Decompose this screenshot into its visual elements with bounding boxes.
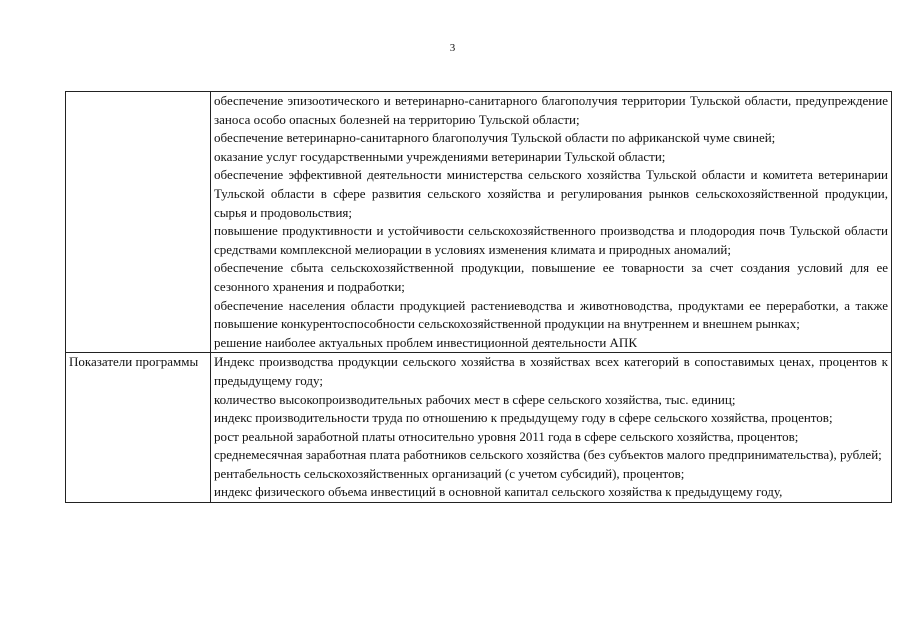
row-label-cell — [66, 92, 211, 353]
table-row-goals — [66, 92, 892, 353]
list-item: обеспечение эффективной деятельности министерства сельского хозяйства Тульской области и комитета ветеринарии Тульской области в сфере развития сельского хозяйства и регулирования рынков сельскохозяйственной продукции, сырья и продовольствия; — [214, 167, 888, 220]
list-item: обеспечение сбыта сельскохозяйственной продукции, повышение ее товарности за счет создания условий для ее сезонного хранения и подработки; — [214, 260, 888, 294]
list-item: повышение продуктивности и устойчивости сельскохозяйственного производства и плодородия почв Тульской области средствами комплексной мелиорации в условиях изменения климата и природных аномалий; — [214, 223, 888, 257]
list-item: оказание услуг государственными учреждениями ветеринарии Тульской области; — [214, 148, 666, 164]
row-content-cell — [211, 353, 892, 503]
list-item: обеспечение населения области продукцией растениеводства и животноводства, продуктами ее переработки, а также повышение конкурентоспособности сельскохозяйственной продукции на внутреннем и внешнем рынках; — [214, 297, 888, 332]
list-item: рентабельность сельскохозяйственных организаций (с учетом субсидий), процентов; — [214, 465, 685, 481]
list-item: количество высокопроизводительных рабочих мест в сфере сельского хозяйства, тыс. единиц; — [214, 391, 736, 407]
list-item: Индекс производства продукции сельского хозяйства в хозяйствах всех категорий в сопоставимых ценах, процентов к предыдущему году; — [214, 354, 888, 388]
list-item: обеспечение ветеринарно-санитарного благополучия Тульской области по африканской чуме свиней; — [214, 130, 776, 146]
list-item: рост реальной заработной платы относительно уровня 2011 года в сфере сельского хозяйства, процентов; — [214, 428, 799, 444]
list-item: среднемесячная заработная плата работников сельского хозяйства (без субъектов малого предпринимательства), рублей; — [214, 447, 882, 463]
list-item: обеспечение эпизоотического и ветеринарно-санитарного благополучия территории Тульской области, предупреждение заноса особо опасных болезней на территорию Тульской области; — [214, 93, 888, 127]
list-item: решение наиболее актуальных проблем инвестиционной деятельности АПК — [214, 334, 637, 350]
table-row-indicators — [66, 353, 892, 503]
row-label-cell: Показатели программы — [66, 353, 211, 503]
program-table — [65, 91, 892, 503]
row-content-cell — [211, 92, 892, 353]
list-item: индекс физического объема инвестиций в основной капитал сельского хозяйства к предыдущему году, — [214, 484, 783, 500]
page-number: 3 — [449, 42, 456, 54]
list-item: индекс производительности труда по отношению к предыдущему году в сфере сельского хозяйства, процентов; — [214, 410, 833, 426]
